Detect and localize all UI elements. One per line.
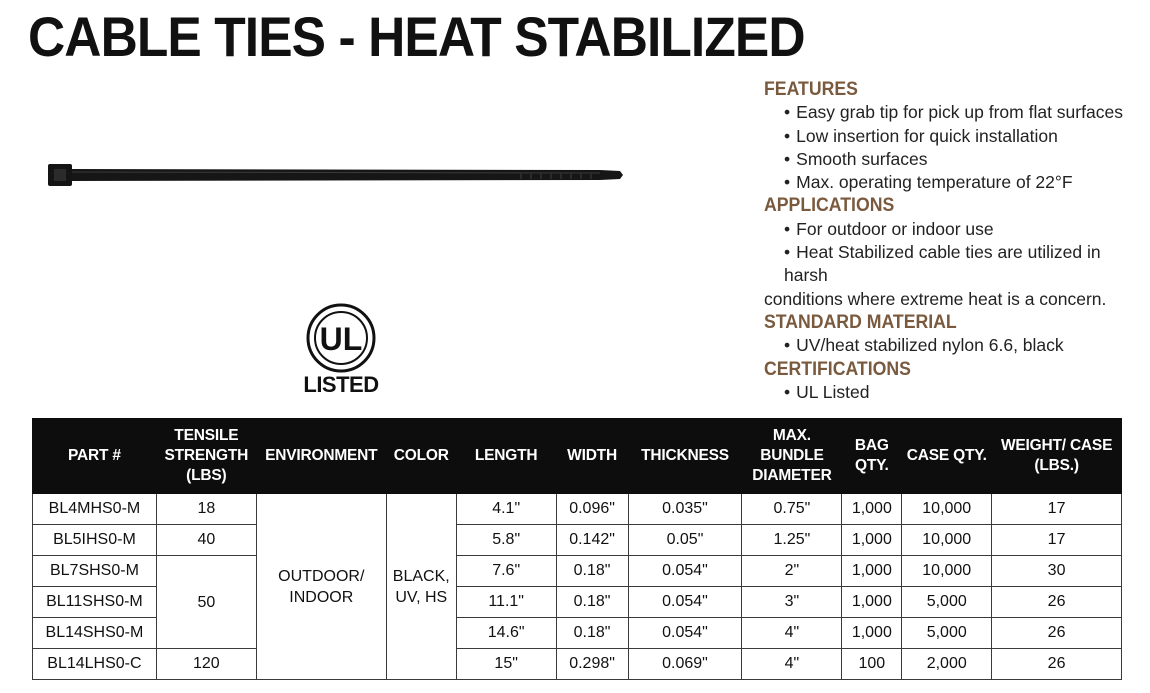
material-item: • UV/heat stabilized nylon 6.6, black [764, 334, 1144, 357]
cell-weight: 26 [992, 649, 1122, 680]
material-heading: STANDARD MATERIAL [764, 311, 957, 333]
cell-part: BL5IHS0-M [33, 525, 157, 556]
cell-thickness: 0.069" [628, 649, 742, 680]
table-header-row [33, 419, 1122, 494]
cell-width: 0.18" [556, 556, 628, 587]
cell-weight: 17 [992, 525, 1122, 556]
feature-item: • Smooth surfaces [764, 148, 1144, 171]
cell-length: 5.8" [456, 525, 556, 556]
cell-bag: 1,000 [842, 556, 902, 587]
header-part: PART # [33, 419, 157, 494]
cell-environment: OUTDOOR/ INDOOR [256, 494, 386, 680]
cell-length: 7.6" [456, 556, 556, 587]
cell-case: 2,000 [902, 649, 992, 680]
cell-weight: 30 [992, 556, 1122, 587]
ul-listed-label: LISTED [303, 372, 379, 397]
header-width: WIDTH [556, 419, 628, 494]
certifications-heading: CERTIFICATIONS [764, 358, 911, 380]
cell-thickness: 0.054" [628, 618, 742, 649]
cell-width: 0.096" [556, 494, 628, 525]
cell-thickness: 0.054" [628, 587, 742, 618]
cell-tensile: 18 [156, 494, 256, 525]
header-environment: ENVIRONMENT [256, 419, 386, 494]
header-bundle: MAX. BUNDLE DIAMETER [742, 419, 842, 494]
table-row [33, 556, 1122, 587]
cell-width: 0.18" [556, 618, 628, 649]
cell-part: BL7SHS0-M [33, 556, 157, 587]
cell-bag: 1,000 [842, 587, 902, 618]
cell-case: 10,000 [902, 494, 992, 525]
cell-part: BL11SHS0-M [33, 587, 157, 618]
cell-part: BL14LHS0-C [33, 649, 157, 680]
cell-bundle: 1.25" [742, 525, 842, 556]
cell-bundle: 4" [742, 618, 842, 649]
features-heading: FEATURES [764, 79, 858, 100]
cell-case: 10,000 [902, 525, 992, 556]
cell-thickness: 0.054" [628, 556, 742, 587]
table-row [33, 649, 1122, 680]
header-tensile: TENSILE STRENGTH (LBS) [156, 419, 256, 494]
cell-bundle: 4" [742, 649, 842, 680]
cell-weight: 26 [992, 587, 1122, 618]
cell-thickness: 0.05" [628, 525, 742, 556]
header-bag: BAG QTY. [842, 419, 902, 494]
cell-part: BL4MHS0-M [33, 494, 157, 525]
feature-item: • Easy grab tip for pick up from flat surfaces [764, 101, 1144, 124]
cell-length: 15" [456, 649, 556, 680]
table-row [33, 525, 1122, 556]
page-title: CABLE TIES - HEAT STABILIZED [28, 5, 805, 68]
application-item: • Heat Stabilized cable ties are utilized in harsh [764, 241, 1144, 288]
header-thickness: THICKNESS [628, 419, 742, 494]
cell-part: BL14SHS0-M [33, 618, 157, 649]
cell-weight: 17 [992, 494, 1122, 525]
feature-item: • Max. operating temperature of 22°F [764, 171, 1144, 194]
cell-bag: 100 [842, 649, 902, 680]
applications-heading: APPLICATIONS [764, 195, 895, 217]
cell-bag: 1,000 [842, 525, 902, 556]
header-case: CASE QTY. [902, 419, 992, 494]
cell-width: 0.142" [556, 525, 628, 556]
cell-case: 10,000 [902, 556, 992, 587]
cell-bundle: 0.75" [742, 494, 842, 525]
cell-bundle: 3" [742, 587, 842, 618]
cell-length: 4.1" [456, 494, 556, 525]
application-item-continued: conditions where extreme heat is a concern. [764, 288, 1107, 309]
header-color: COLOR [386, 419, 456, 494]
cable-tie-image [40, 150, 640, 198]
features-panel [764, 78, 1144, 404]
cell-tensile: 50 [156, 556, 256, 649]
header-length: LENGTH [456, 419, 556, 494]
cell-case: 5,000 [902, 587, 992, 618]
cell-bundle: 2" [742, 556, 842, 587]
table-row [33, 494, 1122, 525]
ul-logo-mark: UL [319, 321, 363, 357]
cell-thickness: 0.035" [628, 494, 742, 525]
cell-width: 0.298" [556, 649, 628, 680]
cell-bag: 1,000 [842, 618, 902, 649]
application-item: • For outdoor or indoor use [764, 218, 1144, 241]
header-weight: WEIGHT/ CASE (LBS.) [992, 419, 1122, 494]
spec-table [32, 418, 1122, 680]
cell-weight: 26 [992, 618, 1122, 649]
cell-width: 0.18" [556, 587, 628, 618]
cell-tensile: 40 [156, 525, 256, 556]
cell-length: 14.6" [456, 618, 556, 649]
certification-item: • UL Listed [764, 381, 1144, 404]
feature-item: • Low insertion for quick installation [764, 125, 1144, 148]
cell-case: 5,000 [902, 618, 992, 649]
cell-color: BLACK, UV, HS [386, 494, 456, 680]
cell-tensile: 120 [156, 649, 256, 680]
cell-length: 11.1" [456, 587, 556, 618]
cell-bag: 1,000 [842, 494, 902, 525]
